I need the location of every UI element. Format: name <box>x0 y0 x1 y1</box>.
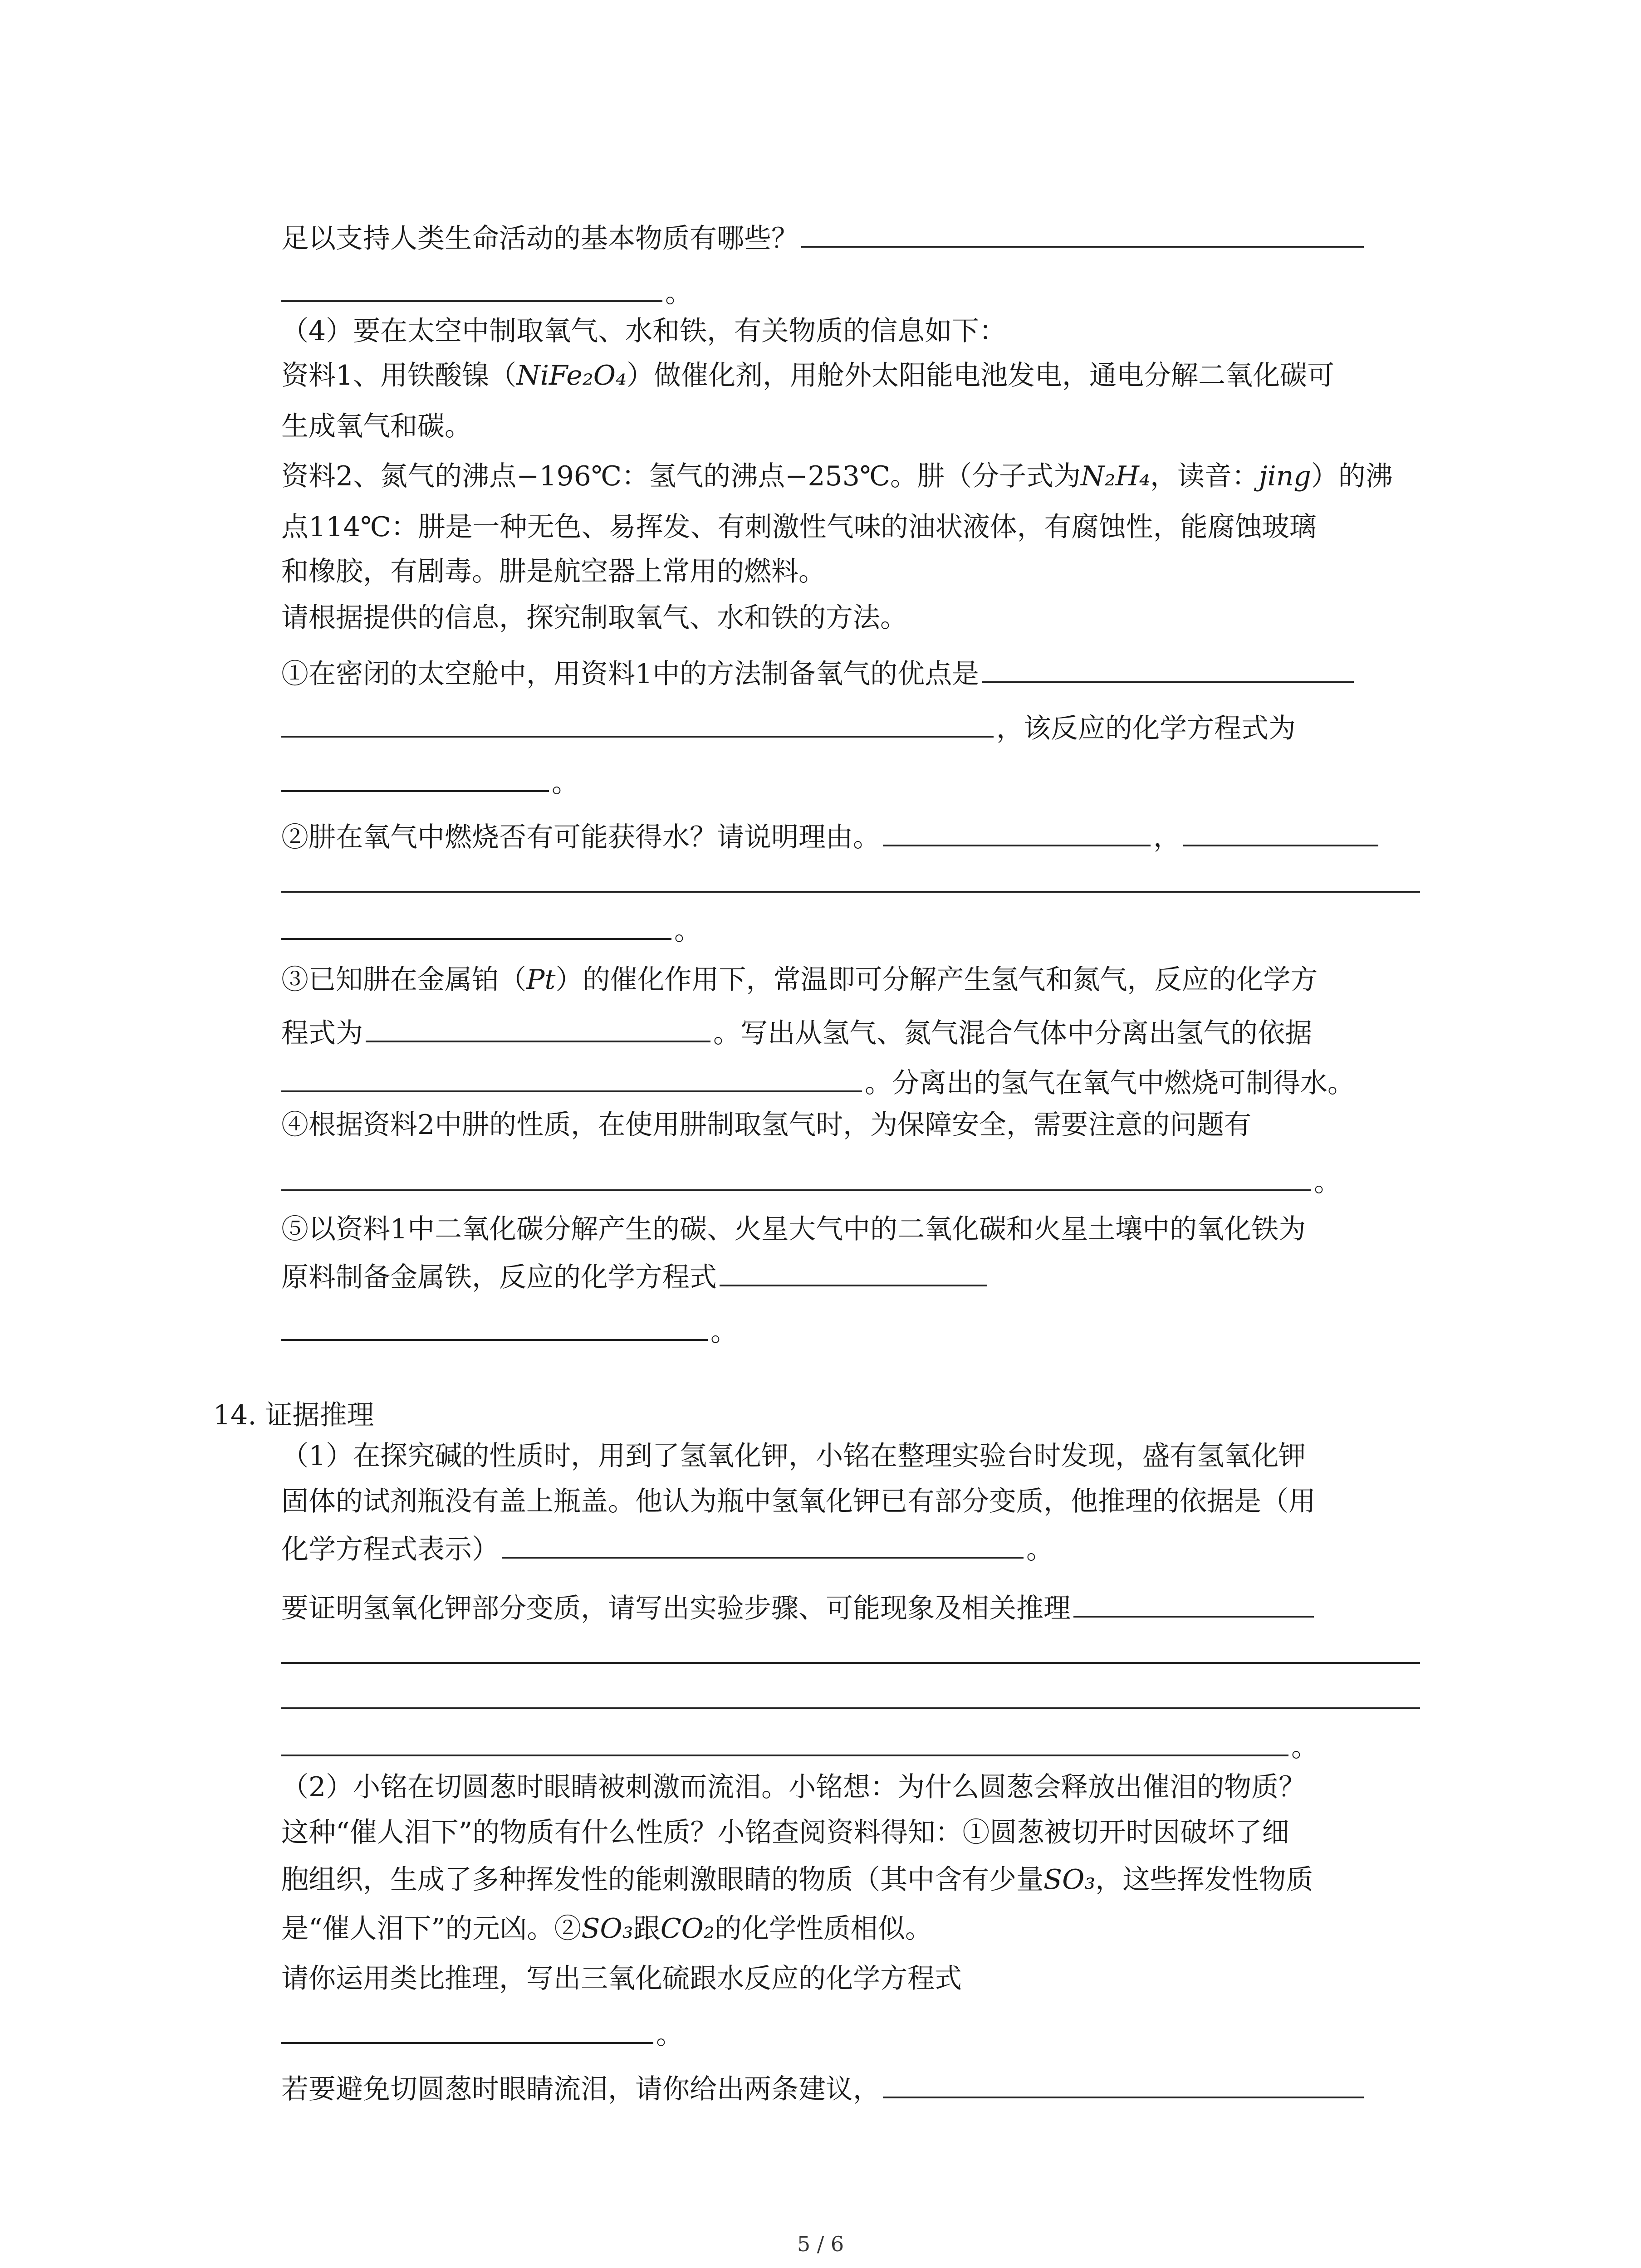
item-2: ②肼在氧气中燃烧否有可能获得水？请说明理由。 ， <box>281 816 1381 853</box>
text-line: 胞组织，生成了多种挥发性的能刺激眼睛的物质（其中含有少量SO₃，这些挥发性物质 <box>281 1864 1313 1896</box>
answer-blank[interactable] <box>982 653 1354 683</box>
sub-question-1: （1）在探究碱的性质时，用到了氢氧化钾，小铭在整理实验台时发现，盛有氢氧化钾 <box>281 1440 1306 1472</box>
answer-blank[interactable] <box>801 218 1364 248</box>
text-line: 和橡胶，有剧毒。肼是航空器上常用的燃料。 <box>281 556 826 587</box>
answer-blank[interactable] <box>281 1161 1311 1191</box>
question-14-header <box>213 1397 374 1433</box>
pinyin: jing <box>1259 460 1311 492</box>
text-line: 请根据提供的信息，探究制取氧气、水和铁的方法。 <box>281 602 907 634</box>
material-2: 资料2、氮气的沸点−196℃：氢气的沸点−253℃。肼（分子式为N₂H₄，读音：jing）的沸 <box>281 460 1393 492</box>
text-line: 化学方程式表示） 。 <box>281 1529 1053 1565</box>
answer-blank[interactable] <box>1183 816 1378 846</box>
answer-blank[interactable] <box>281 2014 653 2044</box>
page-number: 5 / 6 <box>797 2232 844 2256</box>
text-line: 原料制备金属铁，反应的化学方程式 <box>281 1256 990 1293</box>
material-1: 资料1、用铁酸镍（NiFe₂O₄）做催化剂，用舱外太阳能电池发电，通电分解二氧化碳可 <box>281 360 1335 391</box>
chemical-formula: Pt <box>526 964 556 996</box>
text-line: 。 <box>281 1311 738 1347</box>
question-number: 14. <box>213 1399 257 1431</box>
answer-line[interactable] <box>281 1707 1420 1709</box>
question-text: 足以支持人类生命活动的基本物质有哪些？ <box>281 223 798 254</box>
chemical-formula: SO₃ <box>581 1913 633 1945</box>
answer-blank[interactable] <box>281 1726 1288 1756</box>
chemical-formula: SO₃ <box>1043 1864 1096 1896</box>
answer-blank[interactable] <box>281 762 549 792</box>
sub-question-4: （4）要在太空中制取氧气、水和铁，有关物质的信息如下： <box>281 315 1007 347</box>
chemical-formula: NiFe₂O₄ <box>516 360 627 391</box>
text-line: 是“催人泪下”的元凶。②SO₃跟CO₂的化学性质相似。 <box>281 1913 932 1945</box>
answer-blank[interactable] <box>502 1529 1024 1559</box>
text-line: 请你运用类比推理，写出三氧化硫跟水反应的化学方程式 <box>281 1963 962 1994</box>
answer-blank[interactable] <box>366 1012 710 1042</box>
text-line: 。 <box>281 1726 1318 1763</box>
item-4: ④根据资料2中肼的性质，在使用肼制取氢气时，为保障安全，需要注意的问题有 <box>281 1109 1252 1141</box>
text-line: 。 <box>281 1161 1341 1198</box>
item-1: ①在密闭的太空舱中，用资料1中的方法制备氧气的优点是 <box>281 653 1357 689</box>
sub-question-2: （2）小铭在切圆葱时眼睛被刺激而流泪。小铭想：为什么圆葱会释放出催泪的物质？ <box>281 1771 1306 1803</box>
answer-blank[interactable] <box>720 1256 987 1286</box>
answer-blank[interactable] <box>281 272 662 302</box>
text-line: 要证明氢氧化钾部分变质，请写出实验步骤、可能现象及相关推理 <box>281 1588 1317 1624</box>
text-line: 。 <box>281 2014 683 2050</box>
answer-blank[interactable] <box>281 708 994 738</box>
question-title: 证据推理 <box>265 1399 374 1431</box>
answer-blank[interactable] <box>1073 1588 1314 1618</box>
text-line: 若要避免切圆葱时眼睛流泪，请你给出两条建议， <box>281 2068 1367 2105</box>
item-3: ③已知肼在金属铂（Pt）的催化作用下，常温即可分解产生氢气和氮气，反应的化学方 <box>281 964 1318 996</box>
text-line: 点114℃：肼是一种无色、易挥发、有刺激性气味的油状液体，有腐蚀性，能腐蚀玻璃 <box>281 511 1317 543</box>
text-line <box>281 218 1367 254</box>
answer-blank[interactable] <box>883 2068 1364 2098</box>
answer-blank[interactable] <box>281 1062 862 1092</box>
text-line: 这种“催人泪下”的物质有什么性质？小铭查阅资料得知：①圆葱被切开时因破坏了细 <box>281 1817 1289 1848</box>
text-line: 程式为 。写出从氢气、氮气混合气体中分离出氢气的依据 <box>281 1012 1312 1049</box>
item-5: ⑤以资料1中二氧化碳分解产生的碳、火星大气中的二氧化碳和火星土壤中的氧化铁为 <box>281 1213 1306 1245</box>
answer-blank[interactable] <box>281 910 671 940</box>
text-line: ，该反应的化学方程式为 <box>281 708 1296 744</box>
text-line: 。分离出的氢气在氧气中燃烧可制得水。 <box>281 1062 1355 1099</box>
text-line: 。 <box>281 910 701 946</box>
text-line: 。 <box>281 762 579 798</box>
answer-line[interactable] <box>281 1662 1420 1664</box>
answer-line[interactable] <box>281 891 1420 893</box>
answer-blank[interactable] <box>883 816 1151 846</box>
chemical-formula: CO₂ <box>660 1913 715 1945</box>
chemical-formula: N₂H₄ <box>1081 460 1150 492</box>
answer-blank[interactable] <box>281 1311 708 1341</box>
text-line: 生成氧气和碳。 <box>281 411 472 442</box>
text-line: 。 <box>281 272 692 308</box>
text-line: 固体的试剂瓶没有盖上瓶盖。他认为瓶中氢氧化钾已有部分变质，他推理的依据是（用 <box>281 1486 1316 1517</box>
